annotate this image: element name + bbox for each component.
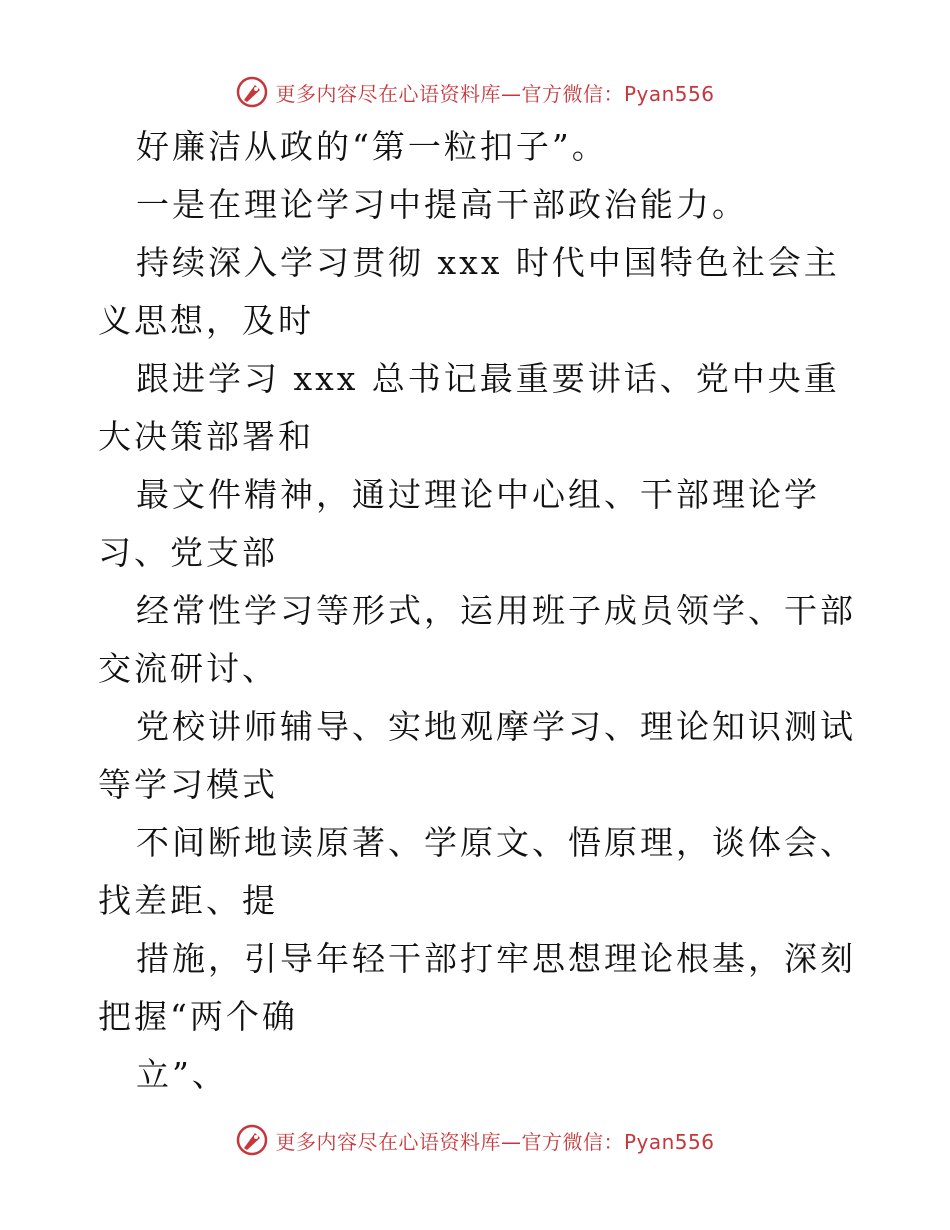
footer-banner (0, 1120, 950, 1160)
banner-text: 更多内容尽在心语资料库—官方微信：Pyan556 (275, 1129, 715, 1154)
paragraph: 经常性学习等形式，运用班子成员领学、干部交流研讨、 (98, 591, 856, 688)
pen-nib-seal-icon (235, 75, 269, 109)
paragraph: 最文件精神，通过理论中心组、干部理论学习、党支部 (98, 475, 820, 572)
paragraph: 党校讲师辅导、实地观摩学习、理论知识测试等学习模式 (98, 707, 856, 804)
document-body (98, 118, 858, 1104)
paragraph: 持续深入学习贯彻 xxx 时代中国特色社会主义思想，及时 (98, 243, 840, 340)
paragraph: 一是在理论学习中提高干部政治能力。 (136, 185, 748, 224)
paragraph: 不间断地读原著、学原文、悟原理，谈体会、找差距、提 (98, 823, 856, 920)
banner-text: 更多内容尽在心语资料库—官方微信：Pyan556 (275, 81, 715, 106)
pen-nib-seal-icon (235, 1123, 269, 1157)
paragraph: 跟进学习 xxx 总书记最重要讲话、党中央重大决策部署和 (98, 359, 840, 456)
paragraph: 立”、 (136, 1055, 228, 1094)
header-banner (0, 72, 950, 112)
paragraph: 措施，引导年轻干部打牢思想理论根基，深刻把握“两个确 (98, 939, 856, 1036)
paragraph: 好廉洁从政的“第一粒扣子”。 (136, 127, 608, 166)
